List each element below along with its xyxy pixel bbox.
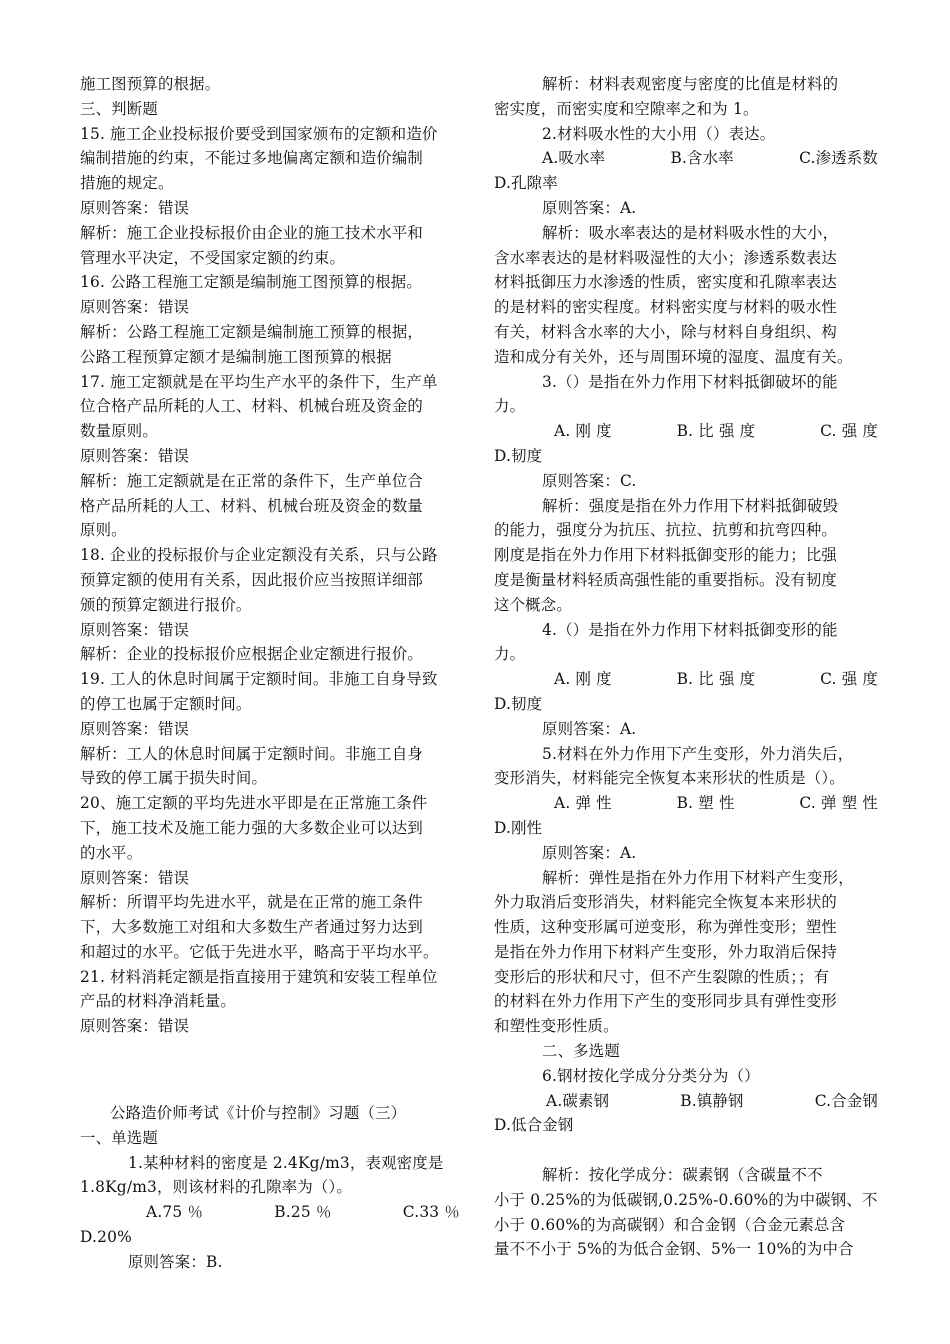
text-line: 原则答案：错误 xyxy=(80,719,190,738)
text-line: 力。 xyxy=(494,645,526,664)
text-line: 三、判断题 xyxy=(80,99,158,118)
question-options xyxy=(494,667,878,692)
text-line: 19. 工人的休息时间属于定额时间。非施工自身导致 xyxy=(80,670,438,689)
text-line: 施工图预算的根据。 xyxy=(80,75,221,93)
right-text-block xyxy=(494,72,878,1262)
text-line: 原则答案：错误 xyxy=(80,620,190,639)
text-line: 15. 施工企业投标报价要受到国家颁布的定额和造价 xyxy=(80,124,438,143)
text-line: 原则答案：错误 xyxy=(80,446,190,465)
text-line: 预算定额的使用有关系，因此报价应当按照详细部 xyxy=(80,570,423,589)
text-line: 二、多选题 xyxy=(542,1042,620,1061)
text-line: 格产品所耗的人工、材料、机械台班及资金的数量 xyxy=(80,496,423,515)
option-c: C. 弹 塑 性 xyxy=(799,794,878,813)
text-line: 有关，材料含水率的大小，除与材料自身组织、构 xyxy=(494,322,837,341)
option-c: C. 强 度 xyxy=(820,670,878,689)
text-line: 措施的规定。 xyxy=(80,174,174,193)
question-options xyxy=(494,1089,878,1114)
text-line: 是指在外力作用下材料产生变形，外力取消后保持 xyxy=(494,942,837,961)
option-a: A.吸水率 xyxy=(542,149,606,168)
text-line: 17. 施工定额就是在平均生产水平的条件下，生产单 xyxy=(80,372,438,391)
text-line: 16. 公路工程施工定额是编制施工图预算的根据。 xyxy=(80,273,422,292)
text-line: 21. 材料消耗定额是指直接用于建筑和安装工程单位 xyxy=(80,967,438,986)
text-line: 变形后的形状和尺寸，但不产生裂隙的性质；；有 xyxy=(494,967,830,986)
text-line: 3.（）是指在外力作用下材料抵御破坏的能 xyxy=(542,372,838,391)
text-line: 小于 0.25%的为低碳钢,0.25%-0.60%的为中碳钢、不 xyxy=(494,1190,878,1209)
option-b: B. 塑 性 xyxy=(676,794,735,813)
text-line: 密实度，而密实度和空隙率之和为 1。 xyxy=(494,99,759,118)
text-line: 解析：所谓平均先进水平，就是在正常的施工条件 xyxy=(80,893,423,912)
text-line: 含水率表达的是材料吸湿性的大小；渗透系数表达 xyxy=(494,248,837,267)
text-line: D.刚性 xyxy=(494,818,543,837)
text-line: 原则答案：错误 xyxy=(80,298,190,317)
text-line: 位合格产品所耗的人工、材料、机械台班及资金的 xyxy=(80,397,423,416)
text-line: D.韧度 xyxy=(494,446,543,465)
text-line: 原则答案：错误 xyxy=(80,1017,190,1036)
text-line: 变形消失，材料能完全恢复本来形状的性质是（）。 xyxy=(494,769,845,788)
question-text: 1.某种材料的密度是 2.4Kg/m3，表观密度是 xyxy=(128,1153,444,1172)
text-line: 管理水平决定，不受国家定额的约束。 xyxy=(80,248,346,267)
text-line: 解析：工人的休息时间属于定额时间。非施工自身 xyxy=(80,744,423,763)
option-b: B.25 ％ xyxy=(274,1203,332,1222)
text-line: 性质，这种变形属可逆变形，称为弹性变形；塑性 xyxy=(494,918,837,937)
left-text-block xyxy=(80,72,460,1039)
text-line: 量不不小于 5%的为低合金钢、5%一 10%的为中合 xyxy=(494,1240,854,1259)
text-line: 解析：公路工程施工定额是编制施工预算的根据， xyxy=(80,322,423,341)
text-line: 解析：施工企业投标报价由企业的施工技术水平和 xyxy=(80,223,423,242)
answer-text: 原则答案：B. xyxy=(128,1252,223,1271)
text-line: 和塑性变形性质。 xyxy=(494,1017,619,1036)
text-line: 原则。 xyxy=(80,521,127,540)
left-column xyxy=(80,72,460,1275)
text-line: 编制措施的约束，不能过多地偏离定额和造价编制 xyxy=(80,149,423,168)
text-line: 下，施工技术及施工能力强的大多数企业可以达到 xyxy=(80,818,423,837)
text-line: 外力取消后变形消失，材料能完全恢复本来形状的 xyxy=(494,893,837,912)
text-line: 解析：材料表观密度与密度的比值是材料的 xyxy=(542,75,839,93)
option-a: A. 弹 性 xyxy=(554,794,612,813)
text-line: 颁的预算定额进行报价。 xyxy=(80,595,252,614)
section-heading: 一、单选题 xyxy=(80,1128,158,1147)
option-b: B. 比 强 度 xyxy=(676,422,756,441)
text-line: 的水平。 xyxy=(80,843,143,862)
option-b: B.含水率 xyxy=(670,149,734,168)
text-line: 解析：弹性是指在外力作用下材料产生变形， xyxy=(542,868,854,887)
text-line: 小于 0.60%的为高碳钢）和合金钢（合金元素总含 xyxy=(494,1215,846,1234)
text-line: 4.（）是指在外力作用下材料抵御变形的能 xyxy=(542,620,838,639)
text-line: D.低合金钢 xyxy=(494,1116,574,1135)
text-line: 原则答案：A. xyxy=(542,843,637,862)
option-a: A. 刚 度 xyxy=(554,422,612,441)
text-line: 造和成分有关外，还与周围环境的湿度、温度有关。 xyxy=(494,347,853,366)
section-title: 公路造价师考试《计价与控制》习题（三） xyxy=(110,1104,407,1123)
right-column xyxy=(494,72,878,1262)
text-line: 原则答案：A. xyxy=(542,719,637,738)
text-line: 公路工程预算定额才是编制施工图预算的根据 xyxy=(80,347,392,366)
text-line: D.孔隙率 xyxy=(494,174,558,193)
text-line: 和超过的水平。它低于先进水平，略高于平均水平。 xyxy=(80,942,439,961)
option-c: C. 强 度 xyxy=(820,422,878,441)
text-line: 度是衡量材料轻质高强性能的重要指标。没有韧度 xyxy=(494,570,837,589)
text-line: 导致的停工属于损失时间。 xyxy=(80,769,268,788)
text-line: 的材料在外力作用下产生的变形同步具有弹性变形 xyxy=(494,992,837,1011)
text-line: 这个概念。 xyxy=(494,595,572,614)
question-text: 1.8Kg/m3，则该材料的孔隙率为（）。 xyxy=(80,1178,352,1197)
option-b: B. 比 强 度 xyxy=(676,670,756,689)
text-line: 18. 企业的投标报价与企业定额没有关系，只与公路 xyxy=(80,546,438,565)
question-options xyxy=(494,791,878,816)
text-line: 力。 xyxy=(494,397,526,416)
option-c: C.合金钢 xyxy=(814,1091,878,1110)
option-a: A.75 ％ xyxy=(146,1203,204,1222)
text-line: 2.材料吸水性的大小用（）表达。 xyxy=(542,124,776,143)
text-line: 解析：施工定额就是在正常的条件下，生产单位合 xyxy=(80,471,423,490)
text-line: 原则答案：错误 xyxy=(80,198,190,217)
text-line: D.韧度 xyxy=(494,694,543,713)
text-line: 的停工也属于定额时间。 xyxy=(80,694,252,713)
text-line: 数量原则。 xyxy=(80,422,158,441)
text-line: 产品的材料净消耗量。 xyxy=(80,992,236,1011)
text-line: 下，大多数施工对组和大多数生产者通过努力达到 xyxy=(80,918,423,937)
option-a: A. 刚 度 xyxy=(554,670,612,689)
question-options xyxy=(494,146,878,171)
text-line: 原则答案：错误 xyxy=(80,868,190,887)
text-line: 的能力，强度分为抗压、抗拉、抗剪和抗弯四种。 xyxy=(494,521,837,540)
text-line: 的是材料的密实程度。材料密实度与材料的吸水性 xyxy=(494,298,837,317)
text-line: 解析：企业的投标报价应根据企业定额进行报价。 xyxy=(80,645,423,664)
option-c: C.渗透系数 xyxy=(799,149,878,168)
text-line: 刚度是指在外力作用下材料抵御变形的能力；比强 xyxy=(494,546,837,565)
text-line: 解析：按化学成分：碳素钢（含碳量不不 xyxy=(542,1166,823,1185)
option-c: C.33 ％ xyxy=(402,1203,460,1222)
text-line: 原则答案：A. xyxy=(542,198,637,217)
text-line: 材料抵御压力水渗透的性质，密实度和孔隙率表达 xyxy=(494,273,837,292)
text-line: 解析：强度是指在外力作用下材料抵御破毁 xyxy=(542,496,839,515)
text-line: 20、施工定额的平均先进水平即是在正常施工条件 xyxy=(80,794,428,813)
option-b: B.镇静钢 xyxy=(680,1091,744,1110)
option-d: D.20% xyxy=(80,1228,132,1247)
question-options xyxy=(80,1200,460,1225)
text-line: 6.钢材按化学成分分类分为（） xyxy=(542,1066,760,1085)
question-options xyxy=(494,419,878,444)
text-line: 原则答案：C. xyxy=(542,471,637,490)
option-a: A.碳素钢 xyxy=(546,1091,610,1110)
text-line: 5.材料在外力作用下产生变形，外力消失后， xyxy=(542,744,854,763)
text-line: 解析：吸水率表达的是材料吸水性的大小， xyxy=(542,223,839,242)
spacer xyxy=(494,1138,878,1163)
